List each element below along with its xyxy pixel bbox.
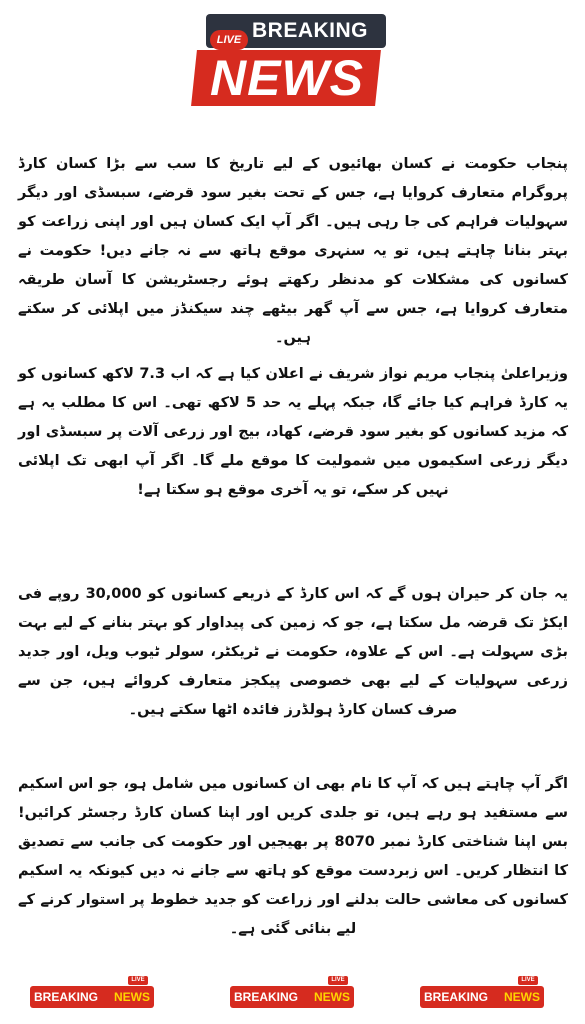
article-paragraph-3: یہ جان کر حیران ہوں گے کہ اس کارڈ کے ذریعے کسانوں کو 30,000 روپے فی ایکڑ تک قرضہ مل سکتا ہے، جو کہ زمین کی پیداوار کو بہتر بنانے کے لیے بہت بڑی سہولت ہے۔ اس کے علاوہ، حکومت نے ٹریکٹر، سولر ٹیوب ویل، اور جدید زرعی سہولیات کے لیے بھی خصوصی پیکجز متعارف کروائے ہیں، جن سے صرف کسان کارڈ ہولڈرز فائدہ اٹھا سکتے ہیں۔ — [18, 586, 569, 718]
live-badge: LIVE — [210, 30, 248, 50]
logo-news-text: NEWS — [210, 50, 364, 106]
article-paragraph-4: اگر آپ چاہتے ہیں کہ آپ کا نام بھی ان کسانوں میں شامل ہو، جو اس اسکیم سے مستفید ہو رہے ہیں، تو جلدی کریں اور اپنا کسان کارڈ رجسٹر کرائیں! بس اپنا شناختی کارڈ نمبر 8070 پر بھیجیں اور حکومت کی جانب سے تصدیق کا انتظار کریں۔ اس زبردست موقع کو ہاتھ سے جانے نہ دیں کیونکہ یہ اسکیم کسانوں کی معاشی حالت بدلنے اور زراعت کو جدید خطوط پر استوار کرنے کے لیے بنائی گئی ہے۔ — [18, 776, 568, 937]
article-paragraph-1: پنجاب حکومت نے کسان بھائیوں کے لیے تاریخ کا سب سے بڑا کسان کارڈ پروگرام متعارف کروایا ہے، جس کے تحت بغیر سود قرضے، سبسڈی اور دیگر سہولیات فراہم کی جا رہی ہیں۔ اگر آپ ایک کسان ہیں اور اپنی زراعت کو بہتر بنانا چاہتے ہیں، تو یہ سنہری موقع ہاتھ سے نہ جانے دیں! حکومت نے کسانوں کی مشکلات کو مدنظر رکھتے ہوئے رجسٹریشن کا آسان طریقہ متعارف کروایا ہے، جس سے آپ گھر بیٹھے چند سیکنڈز میں اپلائی کر سکتے ہیں۔ — [18, 156, 568, 346]
footer-news-text: NEWS — [114, 990, 150, 1004]
footer-live-badge: LIVE — [328, 976, 348, 985]
article-paragraph-2: وزیراعلیٰ پنجاب مریم نواز شریف نے اعلان کیا ہے کہ اب 7.3 لاکھ کسانوں کو یہ کارڈ فراہم کیا جائے گا، جبکہ پہلے یہ حد 5 لاکھ تھی۔ اس کا مطلب یہ ہے کہ مزید کسانوں کو بغیر سود قرضے، کھاد، بیج اور زرعی آلات پر سبسڈی اور دیگر زرعی اسکیموں میں شمولیت کا موقع ملے گا۔ اگر آپ ابھی تک اپلائی نہیں کر سکے، تو یہ آخری موقع ہو سکتا ہے! — [18, 366, 568, 498]
footer-breaking-text: BREAKING — [34, 990, 99, 1004]
footer-news-text: NEWS — [504, 990, 540, 1004]
breaking-news-logo — [188, 10, 386, 106]
footer-breaking-news-logo — [30, 976, 154, 1008]
footer-live-badge: LIVE — [128, 976, 148, 985]
footer-breaking-news-logo — [420, 976, 544, 1008]
footer-news-text: NEWS — [314, 990, 350, 1004]
footer-breaking-news-logo — [230, 976, 354, 1008]
footer-breaking-text: BREAKING — [234, 990, 299, 1004]
footer-breaking-text: BREAKING — [424, 990, 489, 1004]
footer-live-badge: LIVE — [518, 976, 538, 985]
logo-breaking-text: BREAKING — [252, 19, 369, 42]
